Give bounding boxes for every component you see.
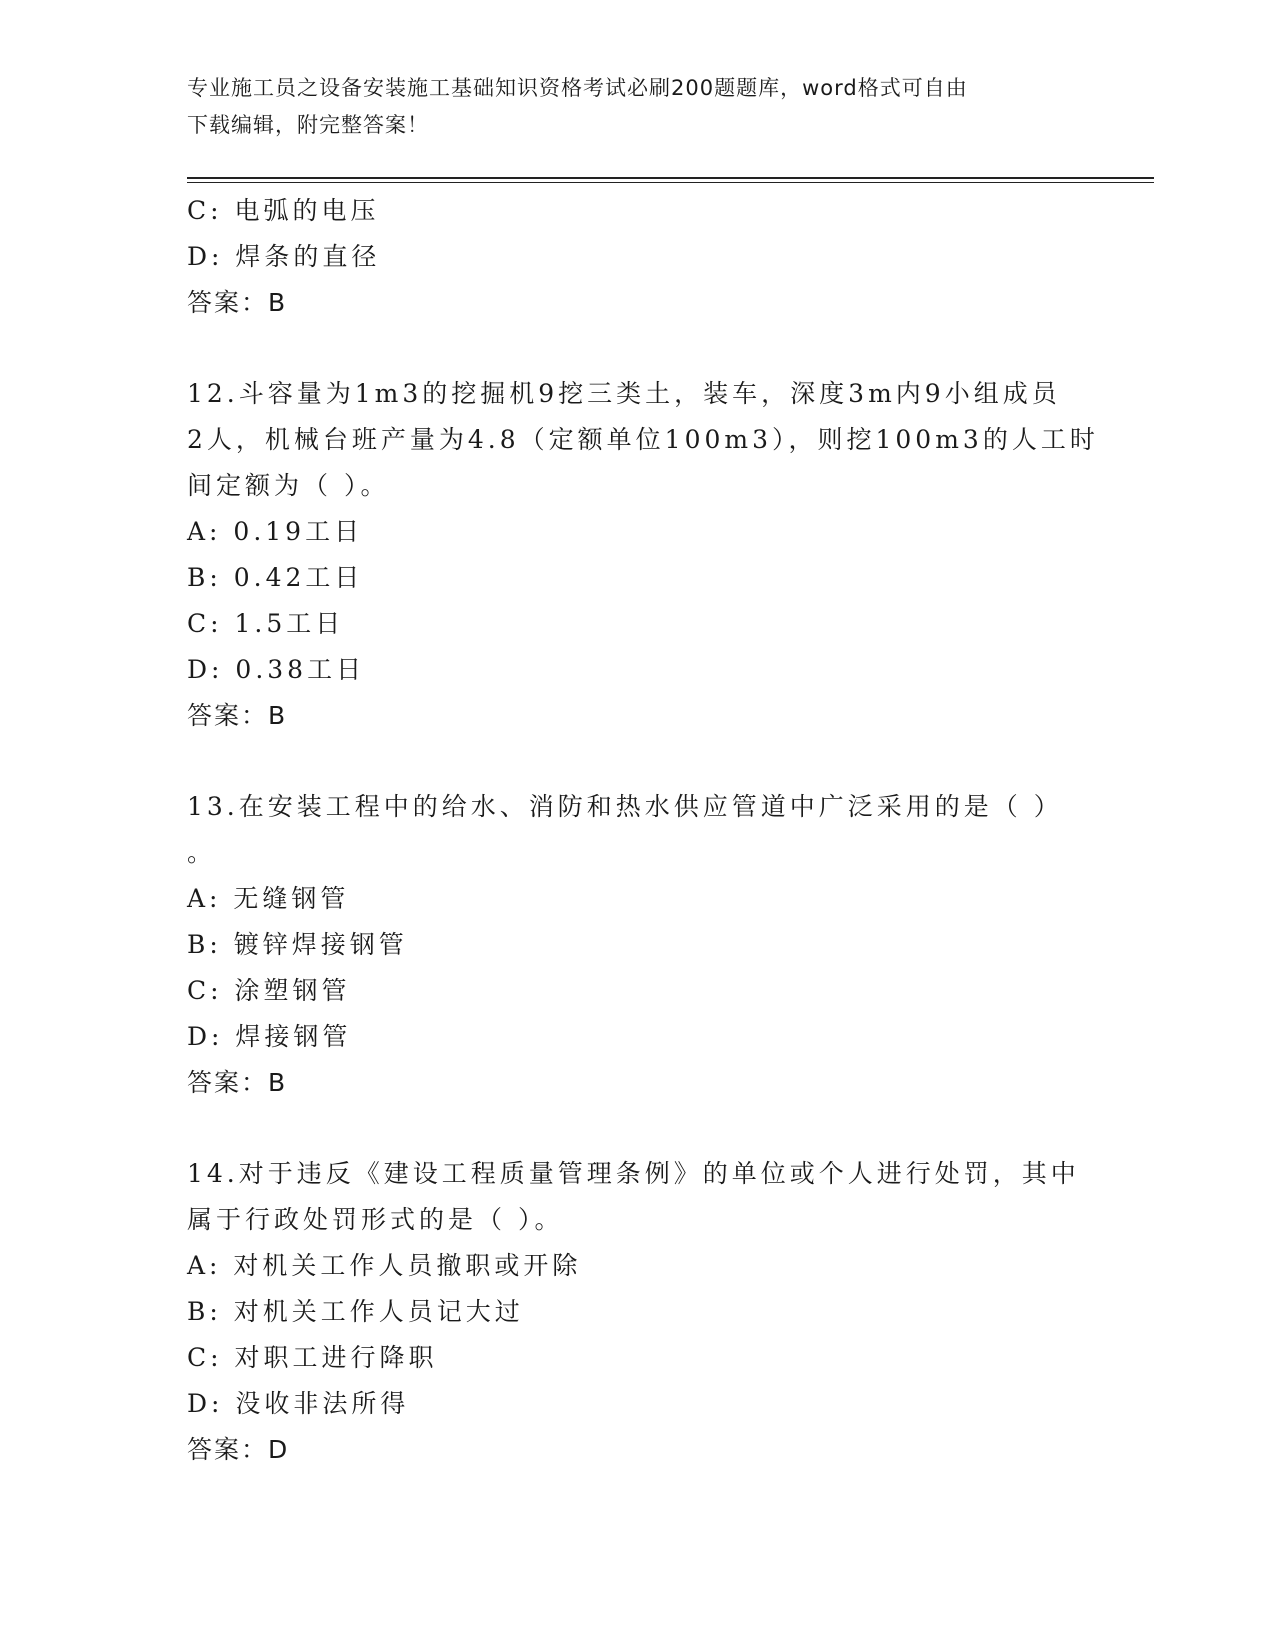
question-text-line: 13.在安装工程中的给水、消防和热水供应管道中广泛采用的是（ ） <box>187 792 1063 821</box>
question-14 <box>187 1151 1087 1473</box>
question-text-line: 间定额为（ ）。 <box>187 471 390 500</box>
option-c: C: 对职工进行降职 <box>187 1343 438 1372</box>
answer-line: 答案：B <box>187 288 288 317</box>
option-d: D: 焊接钢管 <box>187 1022 352 1051</box>
question-text-line: 2人，机械台班产量为4.8（定额单位100m3），则挖100m3的人工时 <box>187 425 1099 454</box>
document-header <box>187 70 1067 144</box>
option-a: A: 0.19工日 <box>187 517 364 546</box>
answer-line: 答案：B <box>187 701 288 730</box>
question-text <box>187 371 1099 509</box>
answer-line: 答案：D <box>187 1435 290 1464</box>
option-b: B: 0.42工日 <box>187 563 364 592</box>
document-body <box>187 188 1099 1473</box>
spacer <box>187 1106 1087 1151</box>
question-text <box>187 784 1067 876</box>
answer-line: 答案：B <box>187 1068 288 1097</box>
question-text-line: 14.对于违反《建设工程质量管理条例》的单位或个人进行处罚，其中 <box>187 1159 1080 1188</box>
header-title-line-1: 专业施工员之设备安装施工基础知识资格考试必刷200题题库，word格式可自由 <box>187 76 968 100</box>
question-text <box>187 1151 1080 1243</box>
question-text-line: 属于行政处罚形式的是（ ）。 <box>187 1205 564 1234</box>
option-d: D: 没收非法所得 <box>187 1389 410 1418</box>
question-12 <box>187 371 1099 739</box>
spacer <box>187 739 1087 784</box>
header-divider-thin <box>187 182 1154 183</box>
option-a: A: 无缝钢管 <box>187 884 350 913</box>
option-b: B: 对机关工作人员记大过 <box>187 1297 524 1326</box>
option-c: C: 电弧的电压 <box>187 196 380 225</box>
option-d: D: 焊条的直径 <box>187 242 381 271</box>
question-text-line: 。 <box>187 838 217 867</box>
question-text-line: 12.斗容量为1m3的挖掘机9挖三类土，装车，深度3m内9小组成员 <box>187 379 1061 408</box>
option-c: C: 涂塑钢管 <box>187 976 351 1005</box>
spacer <box>187 326 1087 371</box>
header-divider-thick <box>187 177 1154 179</box>
option-d: D: 0.38工日 <box>187 655 366 684</box>
question-13 <box>187 784 1087 1106</box>
option-c: C: 1.5工日 <box>187 609 345 638</box>
option-a: A: 对机关工作人员撤职或开除 <box>187 1251 582 1280</box>
header-title-line-2: 下载编辑，附完整答案！ <box>187 113 429 137</box>
question-11-tail <box>187 188 1087 326</box>
option-b: B: 镀锌焊接钢管 <box>187 930 408 959</box>
